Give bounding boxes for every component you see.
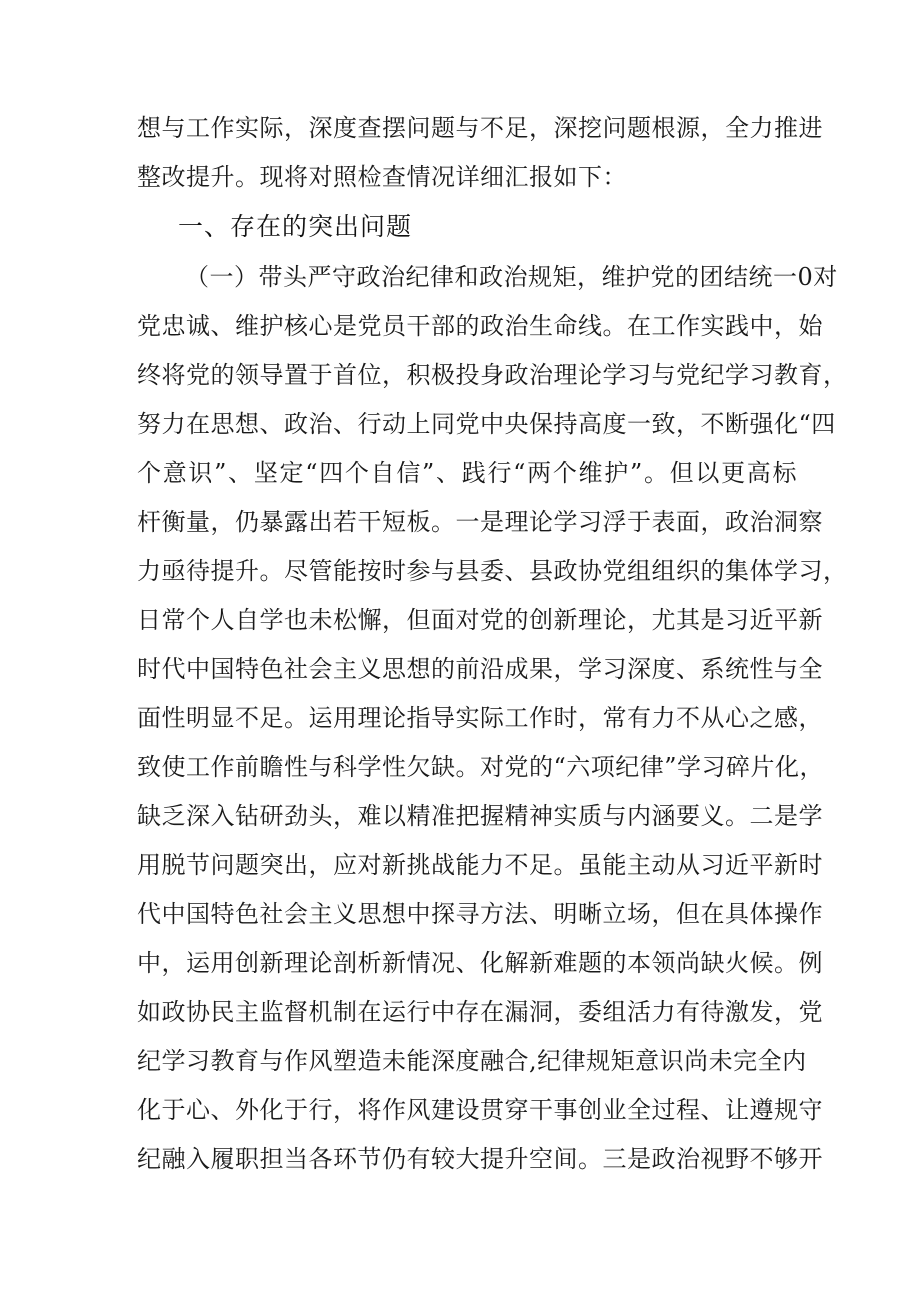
intro-line-1: 想与工作实际，深度查摆问题与不足，深挖问题根源，全力推进 <box>137 114 823 142</box>
paragraph-line-4: 努力在思想、政治、行动上同党中央保持高度一致，不断强化“四 <box>137 410 836 438</box>
paragraph-line-11: 致使工作前瞻性与科学性欠缺。对党的“六项纪律”学习碎片化， <box>137 753 825 781</box>
paragraph-line-10: 面性明显不足。运用理论指导实际工作时，常有力不从心之感， <box>137 704 823 732</box>
paragraph-line-9: 时代中国特色社会主义思想的前沿成果，学习深度、系统性与全 <box>137 655 823 683</box>
paragraph-line-16: 如政协民主监督机制在运行中存在漏洞，委组活力有待激发，党 <box>137 998 823 1026</box>
paragraph-line-19: 纪融入履职担当各环节仍有较大提升空间。三是政治视野不够开 <box>137 1145 823 1173</box>
paragraph-line-5: 个意识”、坚定“四个自信”、践行“两个维护”。但以更高标 <box>137 459 797 487</box>
paragraph-line-6: 杆衡量，仍暴露出若干短板。一是理论学习浮于表面，政治洞察 <box>137 508 823 536</box>
paragraph-line-17: 纪学习教育与作风塑造未能深度融合,纪律规矩意识尚未完全内 <box>137 1047 807 1075</box>
paragraph-line-3: 终将党的领导置于首位，积极投身政治理论学习与党纪学习教育， <box>137 361 848 389</box>
paragraph-line-15: 中，运用创新理论剖析新情况、化解新难题的本领尚缺火候。例 <box>137 949 823 977</box>
paragraph-line-12: 缺乏深入钻研劲头，难以精准把握精神实质与内涵要义。二是学 <box>137 802 823 830</box>
paragraph-line-8: 日常个人自学也未松懈，但面对党的创新理论，尤其是习近平新 <box>137 606 823 634</box>
intro-line-2: 整改提升。现将对照检查情况详细汇报如下： <box>137 163 627 191</box>
paragraph-line-13: 用脱节问题突出，应对新挑战能力不足。虽能主动从习近平新时 <box>137 851 823 879</box>
paragraph-line-7: 力亟待提升。尽管能按时参与县委、县政协党组组织的集体学习， <box>137 557 848 585</box>
paragraph-line-18: 化于心、外化于行，将作风建设贯穿干事创业全过程、让遵规守 <box>137 1096 823 1124</box>
paragraph-line-2: 党忠诚、维护核心是党员干部的政治生命线。在工作实践中，始 <box>137 312 823 340</box>
section-heading: 一、存在的突出问题 <box>178 212 413 241</box>
paragraph-line-14: 代中国特色社会主义思想中探寻方法、明晰立场，但在具体操作 <box>137 900 823 928</box>
paragraph-line-1: （一）带头严守政治纪律和政治规矩，维护党的团结统一0对 <box>185 263 838 291</box>
